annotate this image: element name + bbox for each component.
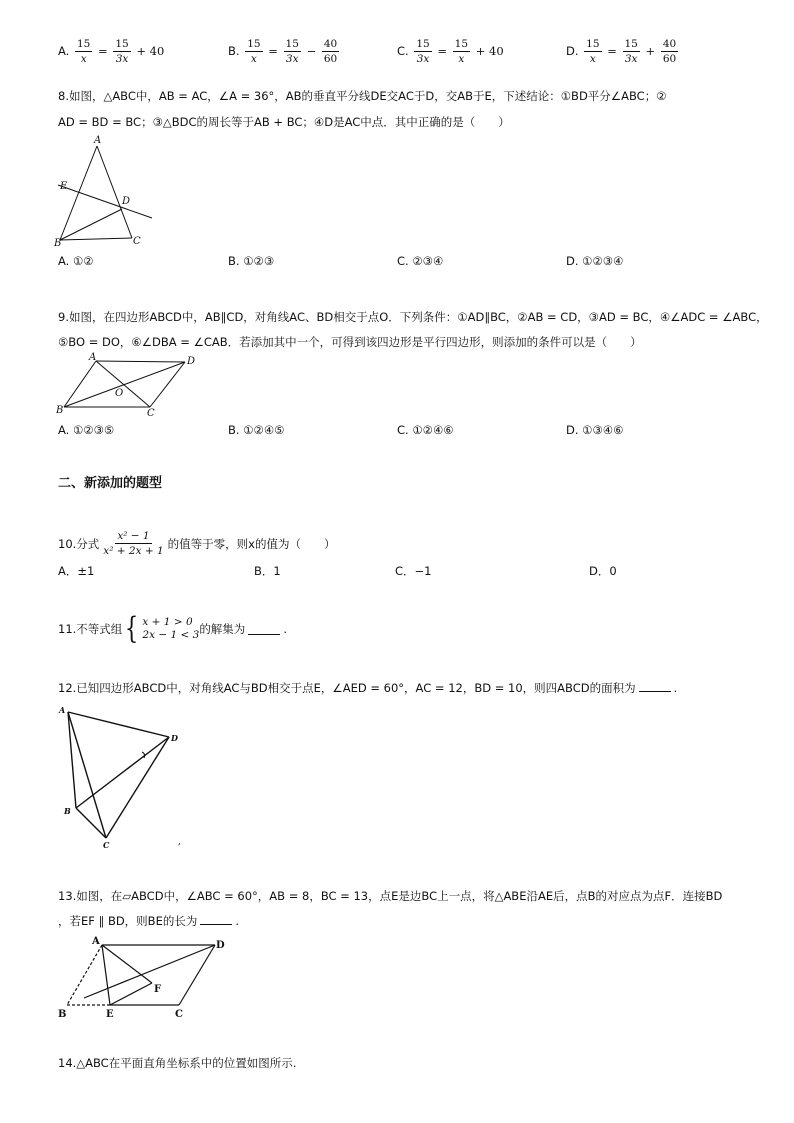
q9-option-a: A. ①②③⑤ — [58, 423, 115, 437]
q10-option-b: B．1 — [254, 564, 281, 578]
answer-blank[interactable] — [248, 624, 280, 635]
q8-text-line1: 8.如图，△ABC中，AB = AC，∠A = 36°，AB的垂直平分线DE交AC于D，交AB于E，下述结论：①BD平分∠ABC；② — [58, 89, 667, 103]
q8-option-d: D. ①②③④ — [566, 254, 624, 268]
q13-text-line2: ，若EF ∥ BD，则BE的长为 . — [58, 914, 239, 928]
label-c: C — [175, 1009, 183, 1020]
q8-text-line2: AD = BD = BC；③△BDC的周长等于AB + BC；④D是AC中点．其中正确的是（ ） — [58, 115, 510, 129]
label-a: A — [94, 135, 102, 146]
label-d: D — [122, 196, 131, 207]
q12-figure — [56, 702, 196, 852]
fraction: $\frac{15}{3x}$ — [115, 38, 129, 65]
stray-comma: , — [178, 837, 181, 847]
label-b: B — [58, 1009, 67, 1020]
q9-figure — [52, 352, 196, 419]
label-c: C — [133, 236, 141, 247]
segment-ae — [102, 945, 110, 1005]
q13-figure — [52, 932, 237, 1022]
label-a: A — [92, 936, 100, 947]
q8-option-a: A. ①② — [58, 254, 94, 268]
q11-question: 11.不等式组 { x + 1 > 0 2x − 1 < 3 的解集为 . — [58, 611, 287, 646]
fraction: $\frac{\text{x² − 1}}{\text{x² + 2x + 1}}$ — [103, 530, 164, 557]
label-e: E — [106, 1009, 114, 1020]
q8-option-b: B. ①②③ — [228, 254, 275, 268]
segment-af — [102, 945, 152, 983]
label-d: D — [171, 733, 178, 743]
diagonal-bd — [64, 362, 185, 407]
q7-option-c: C. $\frac{15}{3x}$ = $\frac{15}{x}$ + 40 — [397, 38, 504, 65]
label-d: D — [187, 356, 196, 367]
segment-ac — [97, 146, 132, 238]
segment-bd — [76, 737, 169, 808]
segment-ef — [110, 983, 152, 1005]
label-c: C — [103, 840, 110, 850]
segment-ab-dashed — [67, 945, 102, 1005]
q9-text-line1: 9.如图，在四边形ABCD中，AB∥CD，对角线AC、BD相交于点O．下列条件：①AD∥BC，②AB = CD，③AD = BC，④∠ADC = ∠ABC， — [58, 310, 768, 324]
q9-option-b: B. ①②④⑤ — [228, 423, 285, 437]
segment-ab — [64, 361, 96, 407]
q14-text: 14.△ABC在平面直角坐标系中的位置如图所示. — [58, 1056, 297, 1070]
q13-text-line1: 13.如图，在▱ABCD中，∠ABC = 60°，AB = 8，BC = 13，点E是边BC上一点，将△ABE沿AE后，点B的对应点为点F．连接BD — [58, 889, 723, 903]
inequality-system: { x + 1 > 0 2x − 1 < 3 — [125, 611, 200, 646]
answer-blank[interactable] — [200, 914, 232, 925]
q10-question: 10.分式 $\frac{\text{x² − 1}}{\text{x² + 2x + 1}}$ 的值等于零，则x的值为（ ） — [58, 530, 336, 557]
label-e: E — [60, 181, 68, 192]
label-f: F — [154, 984, 162, 995]
answer-blank[interactable] — [639, 681, 671, 692]
diagonal-ac — [96, 361, 150, 407]
segment-ad — [96, 361, 185, 362]
q7-option-b: B. $\frac{15}{x}$ = $\frac{15}{3x}$ − $\frac{40}{60}$ — [228, 38, 338, 65]
option-letter: A. — [58, 44, 70, 58]
label-a: A — [59, 705, 66, 715]
label-b: B — [54, 238, 62, 249]
perpendicular-bisector — [58, 185, 152, 218]
label-a: A — [89, 352, 97, 363]
q9-text-line2: ⑤BO = DO，⑥∠DBA = ∠CAB．若添加其中一个，可得到该四边形是平行四边形，则添加的条件可以是（ ） — [58, 335, 642, 349]
q10-option-c: C．−1 — [395, 564, 432, 578]
segment-bd — [60, 209, 122, 240]
segment-ad — [68, 712, 169, 737]
q7-option-d: D. $\frac{15}{x}$ = $\frac{15}{3x}$ + $\frac{40}{60}$ — [566, 38, 677, 65]
section-title: 二、新添加的题型 — [58, 476, 163, 491]
label-c: C — [147, 408, 155, 419]
q10-option-a: A．±1 — [58, 564, 95, 578]
fraction: $\frac{15}{x}$ — [76, 38, 91, 65]
segment-cd — [179, 945, 215, 1005]
label-d: D — [216, 940, 225, 951]
q9-option-d: D. ①③④⑥ — [566, 423, 624, 437]
q8-option-c: C. ②③④ — [397, 254, 444, 268]
q7-option-a: A. $\frac{15}{x}$ = $\frac{15}{3x}$ + 40 — [58, 38, 165, 65]
label-b: B — [56, 405, 64, 416]
segment-ab — [60, 146, 97, 240]
label-o: O — [115, 388, 124, 399]
segment-bc — [60, 238, 132, 240]
q8-figure — [50, 132, 160, 252]
segment-dc — [106, 737, 169, 838]
q10-option-d: D．0 — [589, 564, 617, 578]
label-b: B — [64, 806, 71, 816]
q12-question: 12.已知四边形ABCD中，对角线AC与BD相交于点E，∠AED = 60°，AC = 12，BD = 10，则四ABCD的面积为 . — [58, 681, 678, 695]
q9-option-c: C. ①②④⑥ — [397, 423, 454, 437]
